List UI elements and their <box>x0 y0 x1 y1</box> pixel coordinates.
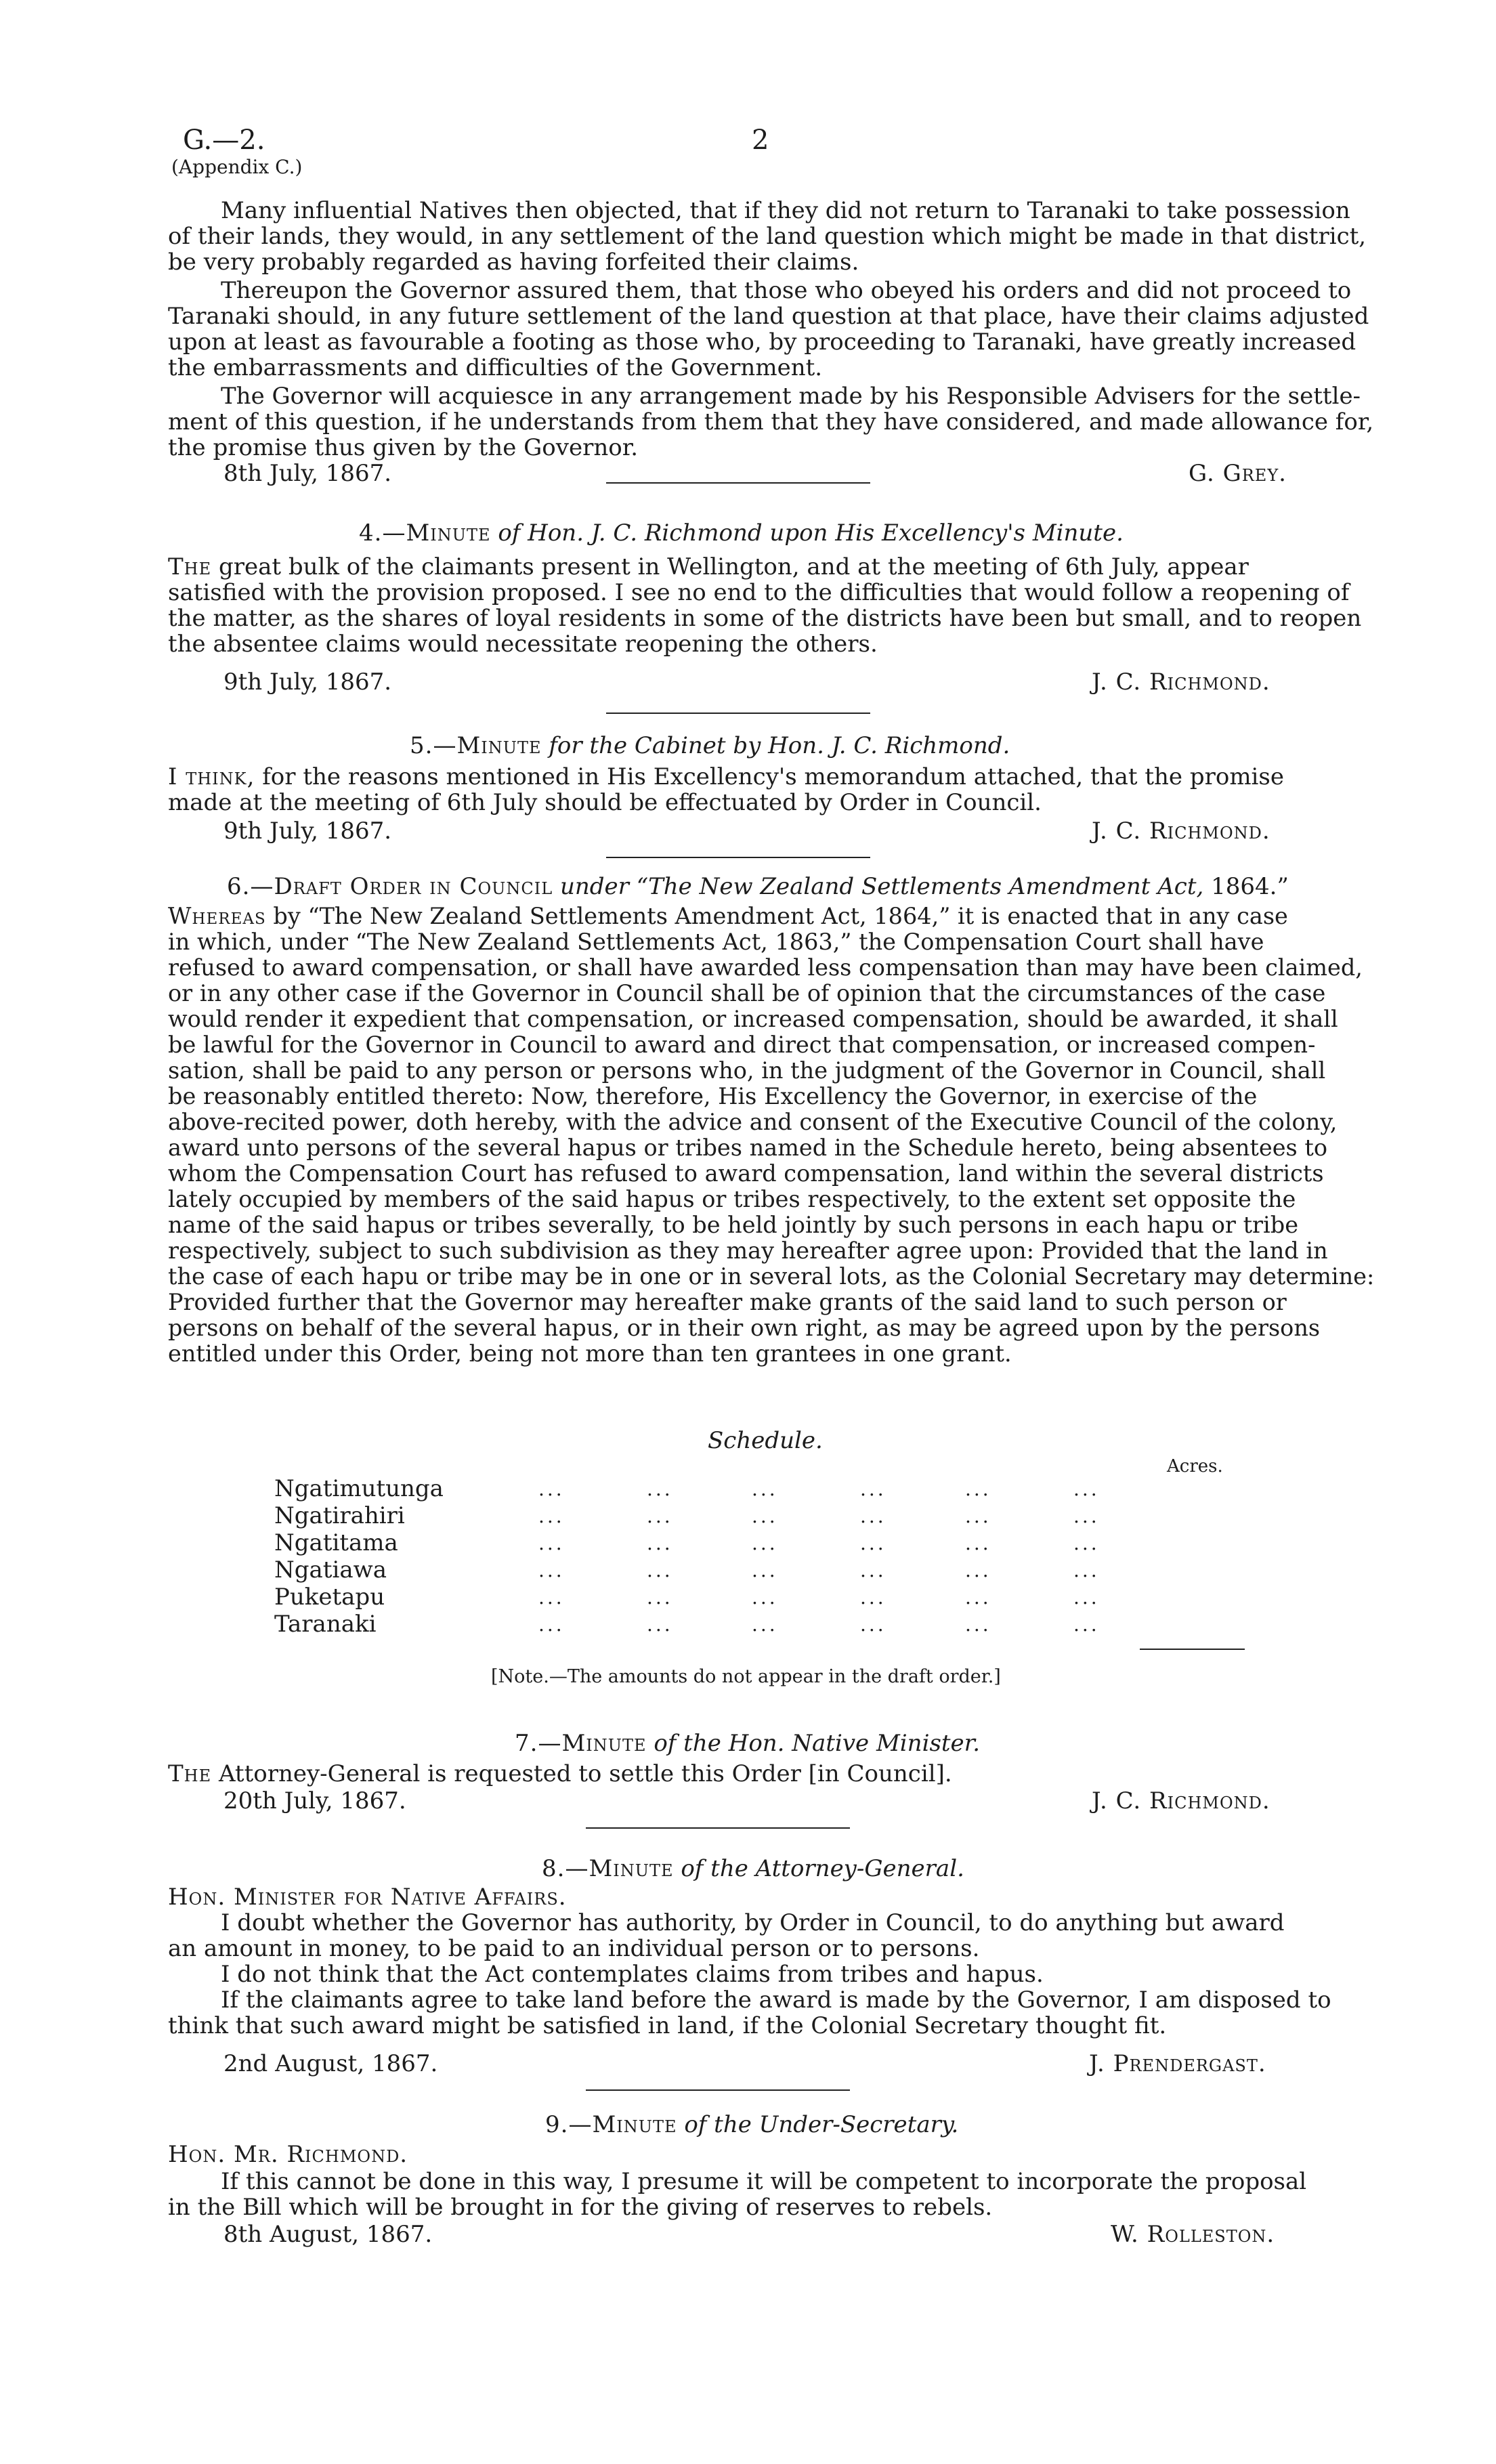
section8-signature: J. Prendergast. <box>1089 2050 1266 2077</box>
section8-date: 2nd August, 1867. <box>223 2050 438 2077</box>
section8-body: I doubt whether the Governor has authority, by Order in Council, to do anything but award an amount in money, to be paid to an individual person or to persons. I do not think that the Act contemplates claims from tribes and hapus. If the claimants agree to take land before the award is made by the Governor, I am disposed to think that such award might be satisfied in land, if the Colonial Secretary thought fit. <box>168 1909 1331 2039</box>
leader-dots: ... <box>538 1613 565 1636</box>
tribe-name: Ngatitama <box>274 1529 398 1556</box>
leader-dots: ... <box>538 1559 565 1581</box>
leader-dots: ... <box>647 1532 673 1554</box>
leader-dots: ... <box>860 1559 886 1581</box>
section9-signature: W. Rolleston. <box>1111 2221 1275 2248</box>
section8-heading: 8.—Minute of the Attorney-General. <box>542 1855 964 1882</box>
tribe-name: Ngatiawa <box>274 1556 387 1584</box>
divider <box>606 857 870 858</box>
leader-dots: ... <box>538 1532 565 1554</box>
section3-paragraph-2: Thereupon the Governor assured them, that those who obeyed his orders and did not proceed to Taranaki should, in any future settlement of the land question at that place, have their claims adjusted upon at least as favourable a footing as those who, by proceeding to Taranaki, have greatly increased the embarrassments and difficulties of the Government. <box>168 277 1369 381</box>
leader-dots: ... <box>752 1559 778 1581</box>
leader-dots: ... <box>1073 1559 1100 1581</box>
section8-address: Hon. Minister for Native Affairs. <box>168 1884 567 1911</box>
section7-heading: 7.—Minute of the Hon. Native Minister. <box>515 1730 981 1757</box>
leader-dots: ... <box>965 1478 991 1500</box>
leader-dots: ... <box>1073 1586 1100 1609</box>
section3-paragraph-3: The Governor will acquiesce in any arrangement made by his Responsible Advisers for the settle- ment of this question, if he understands from them that they have considered, and made allowance for, the promise thus given by the Governor. <box>168 383 1374 461</box>
leader-dots: ... <box>647 1613 673 1636</box>
section7-body: The Attorney-General is requested to settle this Order [in Council]. <box>168 1760 952 1787</box>
leader-dots: ... <box>860 1613 886 1636</box>
page-number: 2 <box>752 125 769 156</box>
leader-dots: ... <box>538 1586 565 1609</box>
tribe-name: Puketapu <box>274 1584 385 1611</box>
appendix-label: (Appendix C.) <box>171 156 303 178</box>
section4-body: The great bulk of the claimants present in Wellington, and at the meeting of 6th July, appear satisfied with the provision proposed. I see no end to the difficulties that would follow a reopening of the matter, as the shares of loyal residents in some of the districts have been but small, and to reopen the absentee claims would necessitate reopening the others. <box>168 553 1362 658</box>
leader-dots: ... <box>647 1559 673 1581</box>
schedule-total-rule <box>1140 1649 1245 1650</box>
leader-dots: ... <box>1073 1505 1100 1527</box>
leader-dots: ... <box>752 1478 778 1500</box>
schedule-title: Schedule. <box>708 1427 823 1454</box>
section3-paragraph-1: Many influential Natives then objected, that if they did not return to Taranaki to take possession of their lands, they would, in any settlement of the land question which might be made in that district, be very probably regarded as having forfeited their claims. <box>168 197 1367 276</box>
section9-heading: 9.—Minute of the Under-Secretary. <box>545 2111 959 2138</box>
section4-heading: 4.—Minute of Hon. J. C. Richmond upon His Excellency's Minute. <box>359 519 1124 547</box>
section5-body: I think, for the reasons mentioned in His Excellency's memorandum attached, that the promise made at the meeting of 6th July should be effectuated by Order in Council. <box>168 763 1285 816</box>
schedule-note: [Note.—The amounts do not appear in the draft order.] <box>491 1666 1001 1687</box>
section3-date: 8th July, 1867. <box>223 460 392 487</box>
section6-body: Whereas by “The New Zealand Settlements Amendment Act, 1864,” it is enacted that in any case in which, under “The New Zealand Settlements Act, 1863,” the Compensation Court shall have refused to award compensation, or shall have awarded less compensation than may have been claimed, or in any other case if the Governor in Council shall be of opinion that the circumstances of the case would render it expedient that compensation, or increased compensation, should be awarded, it shall be lawful for the Governor in Council to award and direct that compensation, or increased compen- sation, shall be paid to any person or persons who, in the judgment of the Governor in Council, shall be reasonably entitled thereto: Now, therefore, His Excellency the Governor, in exercise of the above-recited power, doth hereby, with the advice and consent of the Executive Council of the colony, award unto persons of the several hapus or tribes named in the Schedule hereto, being absentees to whom the Compensation Court has refused to award compensation, land within the several districts lately occupied by members of the said hapus or tribes respectively, to the extent set opposite the name of the said hapus or tribes severally, to be held jointly by such persons in each hapu or tribe respectively, subject to such subdivision as they may hereafter agree upon: Provided that the land in the case of each hapu or tribe may be in one or in several lots, as the Colonial Secretary may determine: Provided further that the Governor may hereafter make grants of the said land to such person or persons on behalf of the several hapus, or in their own right, as may be agreed upon by the persons entitled under this Order, being not more than ten grantees in one grant. <box>168 903 1375 1367</box>
leader-dots: ... <box>860 1532 886 1554</box>
acres-label: Acres. <box>1167 1456 1223 1477</box>
leader-dots: ... <box>647 1505 673 1527</box>
document-ref: G.—2. <box>183 125 265 156</box>
section4-signature: J. C. Richmond. <box>1092 668 1270 696</box>
leader-dots: ... <box>965 1586 991 1609</box>
leader-dots: ... <box>965 1613 991 1636</box>
leader-dots: ... <box>538 1478 565 1500</box>
section4-date: 9th July, 1867. <box>223 668 392 696</box>
leader-dots: ... <box>860 1586 886 1609</box>
section7-signature: J. C. Richmond. <box>1092 1787 1270 1814</box>
tribe-name: Ngatirahiri <box>274 1502 405 1529</box>
leader-dots: ... <box>752 1586 778 1609</box>
leader-dots: ... <box>965 1532 991 1554</box>
section9-address: Hon. Mr. Richmond. <box>168 2141 408 2168</box>
divider <box>586 1827 850 1829</box>
divider <box>586 2089 850 2091</box>
section5-date: 9th July, 1867. <box>223 817 392 845</box>
leader-dots: ... <box>1073 1478 1100 1500</box>
divider <box>606 713 870 714</box>
leader-dots: ... <box>1073 1532 1100 1554</box>
section6-heading: 6.—Draft Order in Council under “The New Zealand Settlements Amendment Act, 1864.” <box>227 873 1289 900</box>
leader-dots: ... <box>860 1505 886 1527</box>
leader-dots: ... <box>538 1505 565 1527</box>
leader-dots: ... <box>752 1613 778 1636</box>
section5-heading: 5.—Minute for the Cabinet by Hon. J. C. Richmond. <box>410 732 1010 759</box>
section3-signature: G. Grey. <box>1189 460 1287 487</box>
section7-date: 20th July, 1867. <box>223 1787 406 1814</box>
leader-dots: ... <box>1073 1613 1100 1636</box>
tribe-name: Ngatimutunga <box>274 1475 444 1502</box>
section9-body: If this cannot be done in this way, I presume it will be competent to incorporate the proposal in the Bill which will be brought in for the giving of reserves to rebels. <box>168 2168 1307 2221</box>
section5-signature: J. C. Richmond. <box>1092 817 1270 845</box>
tribe-name: Taranaki <box>274 1611 377 1638</box>
leader-dots: ... <box>752 1505 778 1527</box>
leader-dots: ... <box>647 1478 673 1500</box>
leader-dots: ... <box>965 1505 991 1527</box>
leader-dots: ... <box>965 1559 991 1581</box>
section9-date: 8th August, 1867. <box>223 2221 433 2248</box>
divider <box>606 482 870 484</box>
leader-dots: ... <box>647 1586 673 1609</box>
leader-dots: ... <box>860 1478 886 1500</box>
leader-dots: ... <box>752 1532 778 1554</box>
